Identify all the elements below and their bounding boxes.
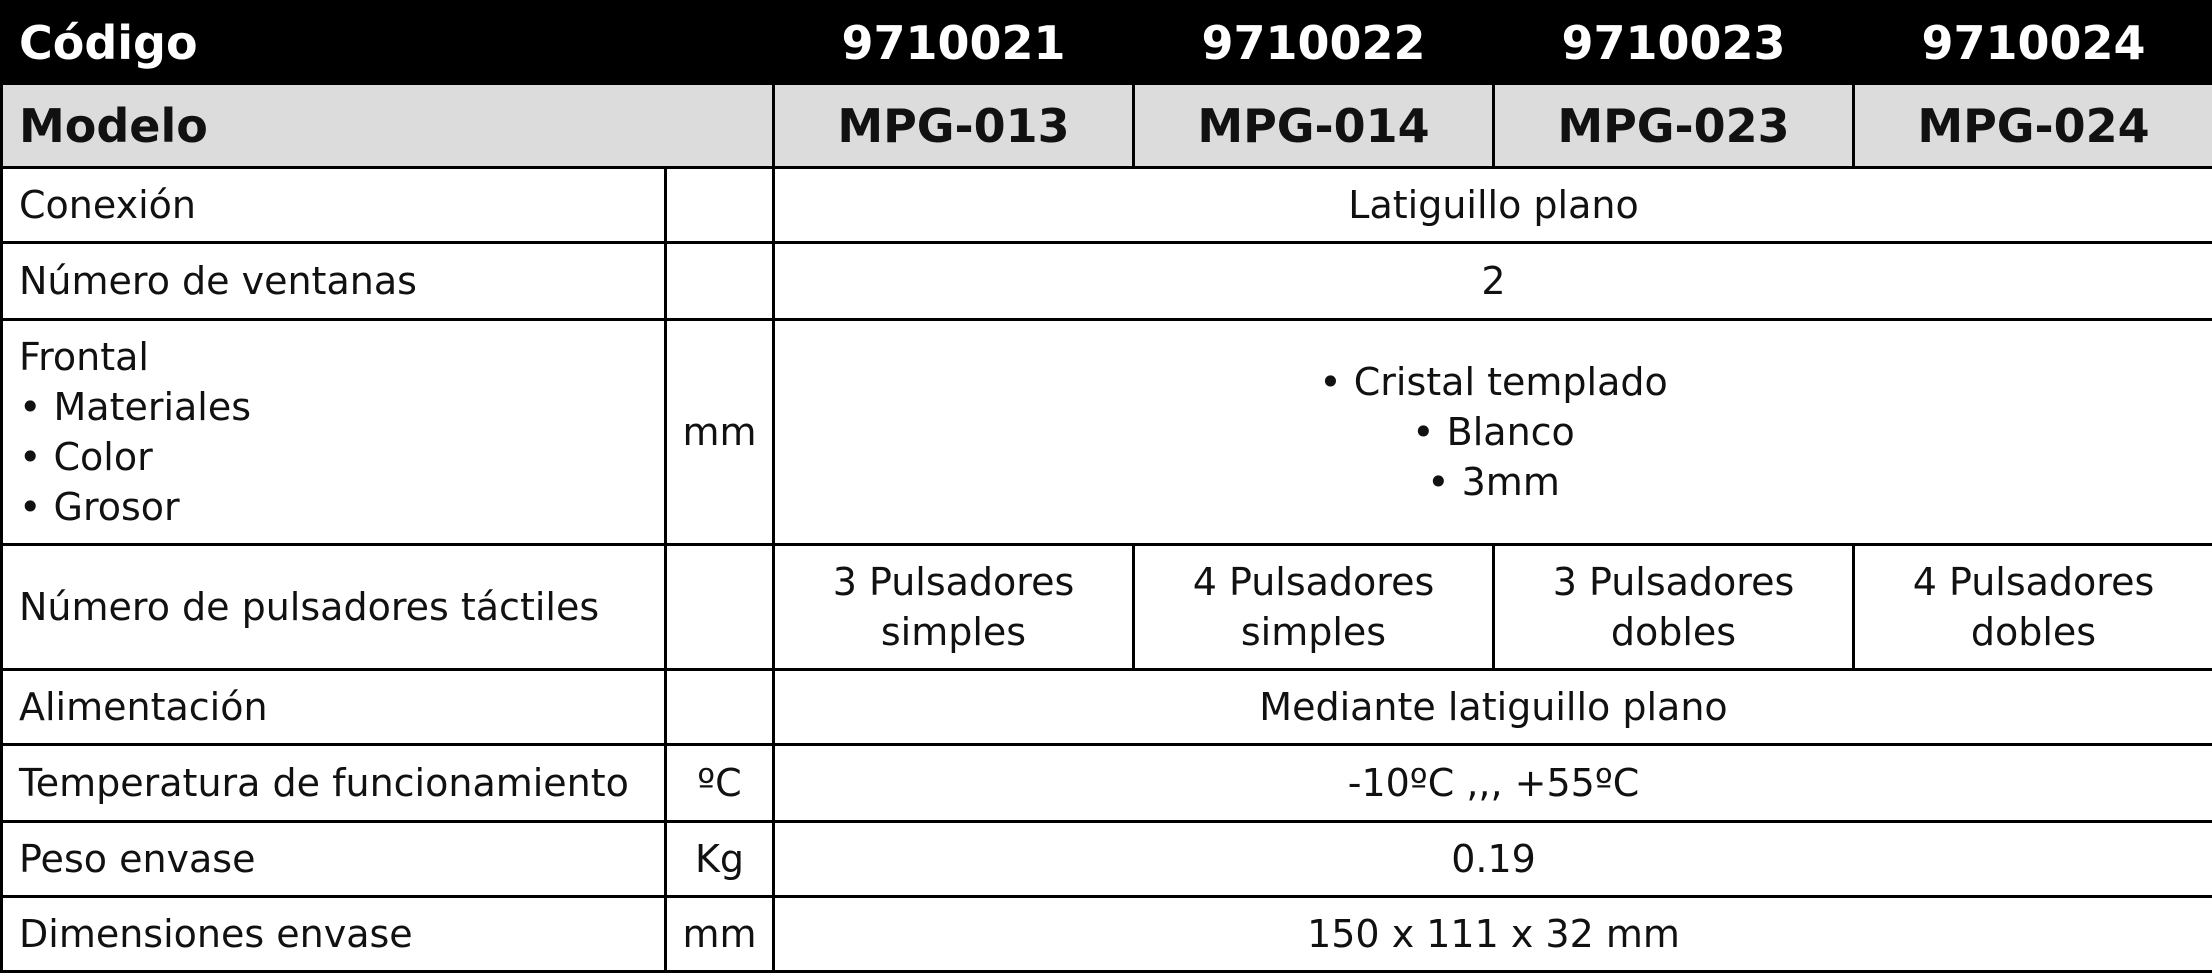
model-label: Modelo [2,84,774,168]
pulsadores-value-mpg-013 [774,545,1134,670]
row-unit: ºC [666,745,774,821]
pulsadores-value-mpg-024 [1854,545,2212,670]
pulsadores-value-mpg-023 [1494,545,1854,670]
row-label: Dimensiones envase [2,896,666,971]
row-unit [666,670,774,745]
pulsadores-value-mpg-014 [1134,545,1494,670]
row-dimensiones [2,896,2212,971]
frontal-value-line: • Blanco [1412,409,1575,454]
row-label: Número de ventanas [2,243,666,319]
row-temperatura [2,745,2212,821]
code-9710023: 9710023 [1494,2,1854,84]
frontal-label-line: Frontal [19,334,149,379]
row-pulsadores [2,545,2212,670]
row-label [2,319,666,544]
row-label: Alimentación [2,670,666,745]
row-label: Peso envase [2,821,666,896]
row-label: Número de pulsadores táctiles [2,545,666,670]
row-label: Conexión [2,168,666,243]
row-unit [666,545,774,670]
pulsadores-line: 3 Pulsadores [1552,560,1795,605]
pulsadores-line: dobles [1610,610,1737,655]
pulsadores-line: 4 Pulsadores [1192,560,1435,605]
row-value: -10ºC ,,, +55ºC [774,745,2212,821]
pulsadores-line: dobles [1970,610,2097,655]
row-unit: mm [666,319,774,544]
frontal-value-line: • 3mm [1427,459,1560,504]
row-conexion [2,168,2212,243]
row-unit: Kg [666,821,774,896]
row-value: Latiguillo plano [774,168,2212,243]
code-label: Código [2,2,774,84]
frontal-label-line: • Grosor [19,484,180,529]
row-value: Mediante latiguillo plano [774,670,2212,745]
row-unit [666,243,774,319]
code-9710021: 9710021 [774,2,1134,84]
row-ventanas [2,243,2212,319]
code-9710022: 9710022 [1134,2,1494,84]
frontal-value-line: • Cristal templado [1319,359,1668,404]
model-row [2,84,2212,168]
row-value [774,319,2212,544]
model-mpg-013: MPG-013 [774,84,1134,168]
pulsadores-line: 3 Pulsadores [832,560,1075,605]
row-alimentacion [2,670,2212,745]
code-9710024: 9710024 [1854,2,2212,84]
frontal-label-line: • Color [19,434,153,479]
row-frontal [2,319,2212,544]
pulsadores-line: simples [1240,610,1387,655]
row-label: Temperatura de funcionamiento [2,745,666,821]
model-mpg-014: MPG-014 [1134,84,1494,168]
model-mpg-023: MPG-023 [1494,84,1854,168]
pulsadores-line: 4 Pulsadores [1912,560,2155,605]
header-row [2,2,2212,84]
model-mpg-024: MPG-024 [1854,84,2212,168]
row-unit: mm [666,896,774,971]
pulsadores-line: simples [880,610,1027,655]
row-value: 150 x 111 x 32 mm [774,896,2212,971]
row-value: 2 [774,243,2212,319]
row-value: 0.19 [774,821,2212,896]
frontal-label-line: • Materiales [19,384,252,429]
row-unit [666,168,774,243]
row-peso [2,821,2212,896]
